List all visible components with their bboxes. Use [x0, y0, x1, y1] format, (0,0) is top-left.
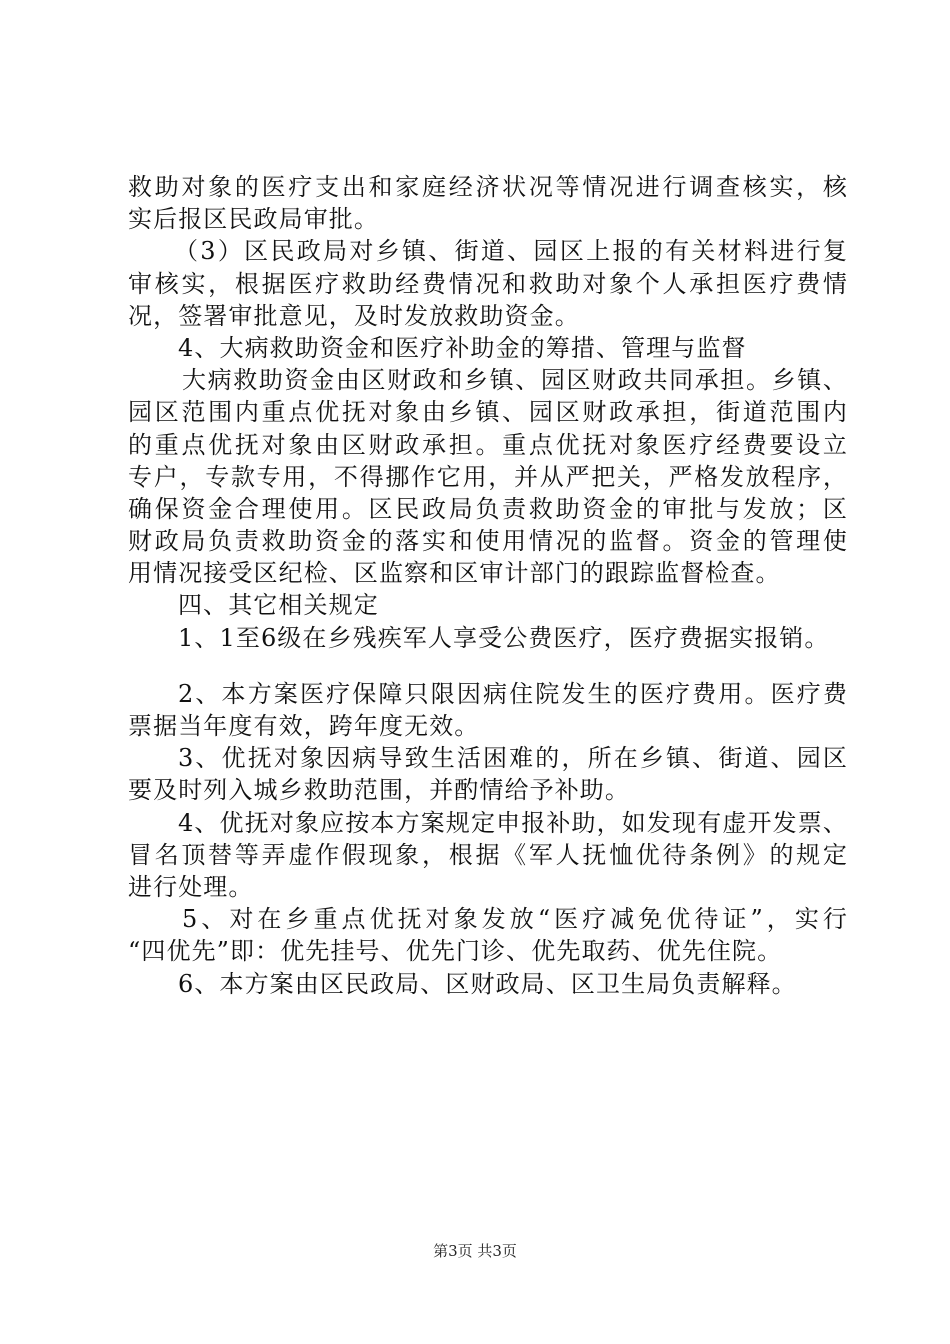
- paragraph-gap: [128, 654, 848, 678]
- text-line: 确保资金合理使用。区民政局负责救助资金的审批与发放；区: [128, 494, 848, 523]
- text-line: 5、对在乡重点优抚对象发放“医疗减免优待证”，实行: [182, 905, 848, 934]
- text-line: 大病救助资金由区财政和乡镇、园区财政共同承担。乡镇、: [182, 366, 848, 395]
- text-line: 进行处理。: [128, 872, 254, 901]
- text-line: 3、优抚对象因病导致生活困难的，所在乡镇、街道、园区: [178, 744, 848, 773]
- text-line: 救助对象的医疗支出和家庭经济状况等情况进行调查核实，核: [128, 173, 848, 201]
- text-line: 的重点优抚对象由区财政承担。重点优抚对象医疗经费要设立: [128, 430, 848, 459]
- text-line: 实后报区民政局审批。: [128, 205, 379, 234]
- text-line: 财政局负责救助资金的落实和使用情况的监督。资金的管理使: [128, 527, 848, 556]
- text-line: 专户，专款专用，不得挪作它用，并从严把关，严格发放程序，: [128, 462, 848, 491]
- text-line: 冒名顶替等弄虚作假现象，根据《军人抚恤优待条例》的规定: [128, 840, 848, 869]
- text-line: 票据当年度有效，跨年度无效。: [128, 712, 480, 740]
- text-line: 要及时列入城乡救助范围，并酌情给予补助。: [128, 776, 630, 805]
- section-heading: 四、其它相关规定: [178, 591, 379, 620]
- text-line: （3）区民政局对乡镇、街道、园区上报的有关材料进行复: [174, 237, 848, 266]
- text-line: “四优先”即：优先挂号、优先门诊、优先取药、优先住院。: [128, 937, 783, 966]
- page-footer: [0, 1240, 950, 1261]
- section-heading: 4、大病救助资金和医疗补助金的筹措、管理与监督: [178, 333, 747, 362]
- page-number-label: 第3页 共3页: [433, 1242, 517, 1260]
- text-line: 园区范围内重点优抚对象由乡镇、园区财政承担，街道范围内: [128, 398, 848, 427]
- document-body: [128, 171, 848, 1000]
- text-line: 用情况接受区纪检、区监察和区审计部门的跟踪监督检查。: [128, 559, 781, 588]
- text-line: 4、优抚对象应按本方案规定申报补助，如发现有虚开发票、: [178, 808, 848, 837]
- text-line: 2、本方案医疗保障只限因病住院发生的医疗费用。医疗费: [178, 679, 848, 708]
- text-line: 审核实，根据医疗救助经费情况和救助对象个人承担医疗费情: [128, 269, 848, 298]
- text-line: 6、本方案由区民政局、区财政局、区卫生局负责解释。: [178, 969, 797, 998]
- text-line: 1、1至6级在乡残疾军人享受公费医疗，医疗费据实报销。: [178, 623, 830, 652]
- text-line: 况，签署审批意见，及时发放救助资金。: [128, 301, 580, 330]
